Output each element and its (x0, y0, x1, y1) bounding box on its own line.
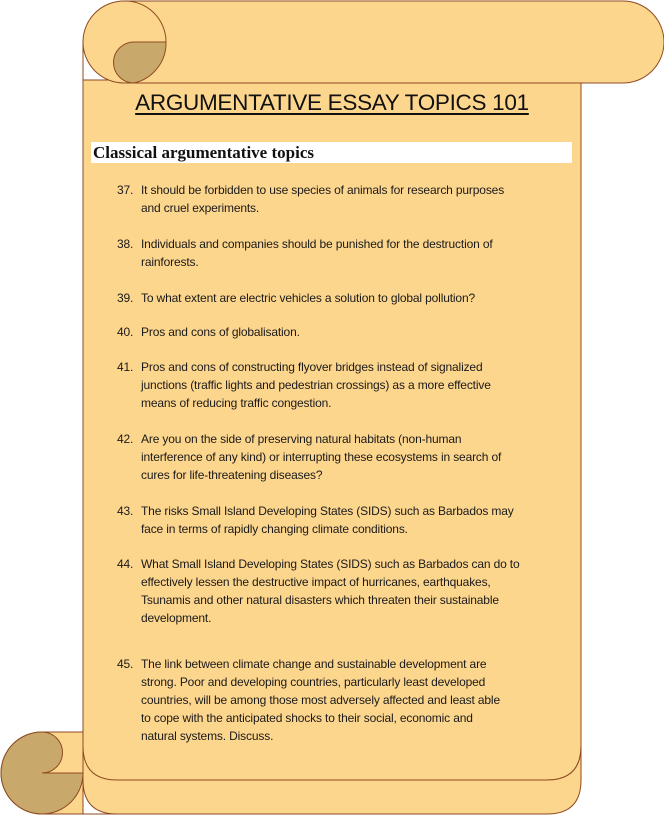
item-text-line: development. (141, 611, 212, 625)
item-text-line: To what extent are electric vehicles a solution to global pollution? (141, 291, 476, 305)
item-number: 41. (117, 360, 134, 374)
item-number: 38. (117, 237, 134, 251)
item-number: 43. (117, 504, 134, 518)
item-text-line: and cruel experiments. (141, 201, 260, 215)
item-text-line: What Small Island Developing States (SIDS) such as Barbados can do to (141, 557, 520, 571)
item-text (141, 655, 500, 745)
item-text-line: The link between climate change and sustainable development are (141, 657, 487, 671)
item-number: 39. (117, 291, 134, 305)
item-text (141, 235, 493, 271)
item-number: 44. (117, 557, 134, 571)
item-number: 45. (117, 657, 134, 671)
item-text-line: Are you on the side of preserving natural habitats (non-human (141, 432, 462, 446)
item-text (141, 430, 501, 484)
item-number: 37. (117, 183, 134, 197)
item-text-line: interference of any kind) or interrupting these ecosystems in search of (141, 450, 502, 464)
item-text-line: It should be forbidden to use species of animals for research purposes (141, 183, 505, 197)
item-text (141, 502, 514, 538)
item-text (141, 555, 520, 627)
item-text-line: strong. Poor and developing countries, particularly least developed (141, 675, 486, 689)
item-text-line: means of reducing traffic congestion. (141, 396, 332, 410)
item-text-line: Tsunamis and other natural disasters which threaten their sustainable (141, 593, 499, 607)
item-text-line: face in terms of rapidly changing climate conditions. (141, 522, 408, 536)
item-number: 42. (117, 432, 134, 446)
item-text-line: effectively lessen the destructive impact of hurricanes, earthquakes, (141, 575, 491, 589)
item-text-line: The risks Small Island Developing States (SIDS) such as Barbados may (141, 504, 514, 518)
item-text-line: Individuals and companies should be punished for the destruction of (141, 237, 493, 251)
item-text-line: junctions (traffic lights and pedestrian crossings) as a more effective (141, 378, 491, 392)
item-text-line: cures for life-threatening diseases? (141, 468, 323, 482)
item-text-line: rainforests. (141, 255, 199, 269)
item-text-line: Pros and cons of globalisation. (141, 325, 300, 339)
item-text-line: Pros and cons of constructing flyover bridges instead of signalized (141, 360, 483, 374)
section-heading: Classical argumentative topics (93, 143, 314, 162)
item-text (141, 358, 491, 412)
item-text-line: countries, will be among those most adversely affected and least able (141, 693, 500, 707)
scroll-top-roll (83, 1, 664, 83)
item-text (141, 181, 504, 217)
page-title: ARGUMENTATIVE ESSAY TOPICS 101 (135, 90, 529, 115)
item-text-line: natural systems. Discuss. (141, 729, 274, 743)
item-text (141, 323, 300, 341)
item-text-line: to cope with the anticipated shocks to their social, economic and (141, 711, 473, 725)
section-heading-box (91, 142, 572, 163)
item-number: 40. (117, 325, 134, 339)
item-text (141, 289, 475, 307)
